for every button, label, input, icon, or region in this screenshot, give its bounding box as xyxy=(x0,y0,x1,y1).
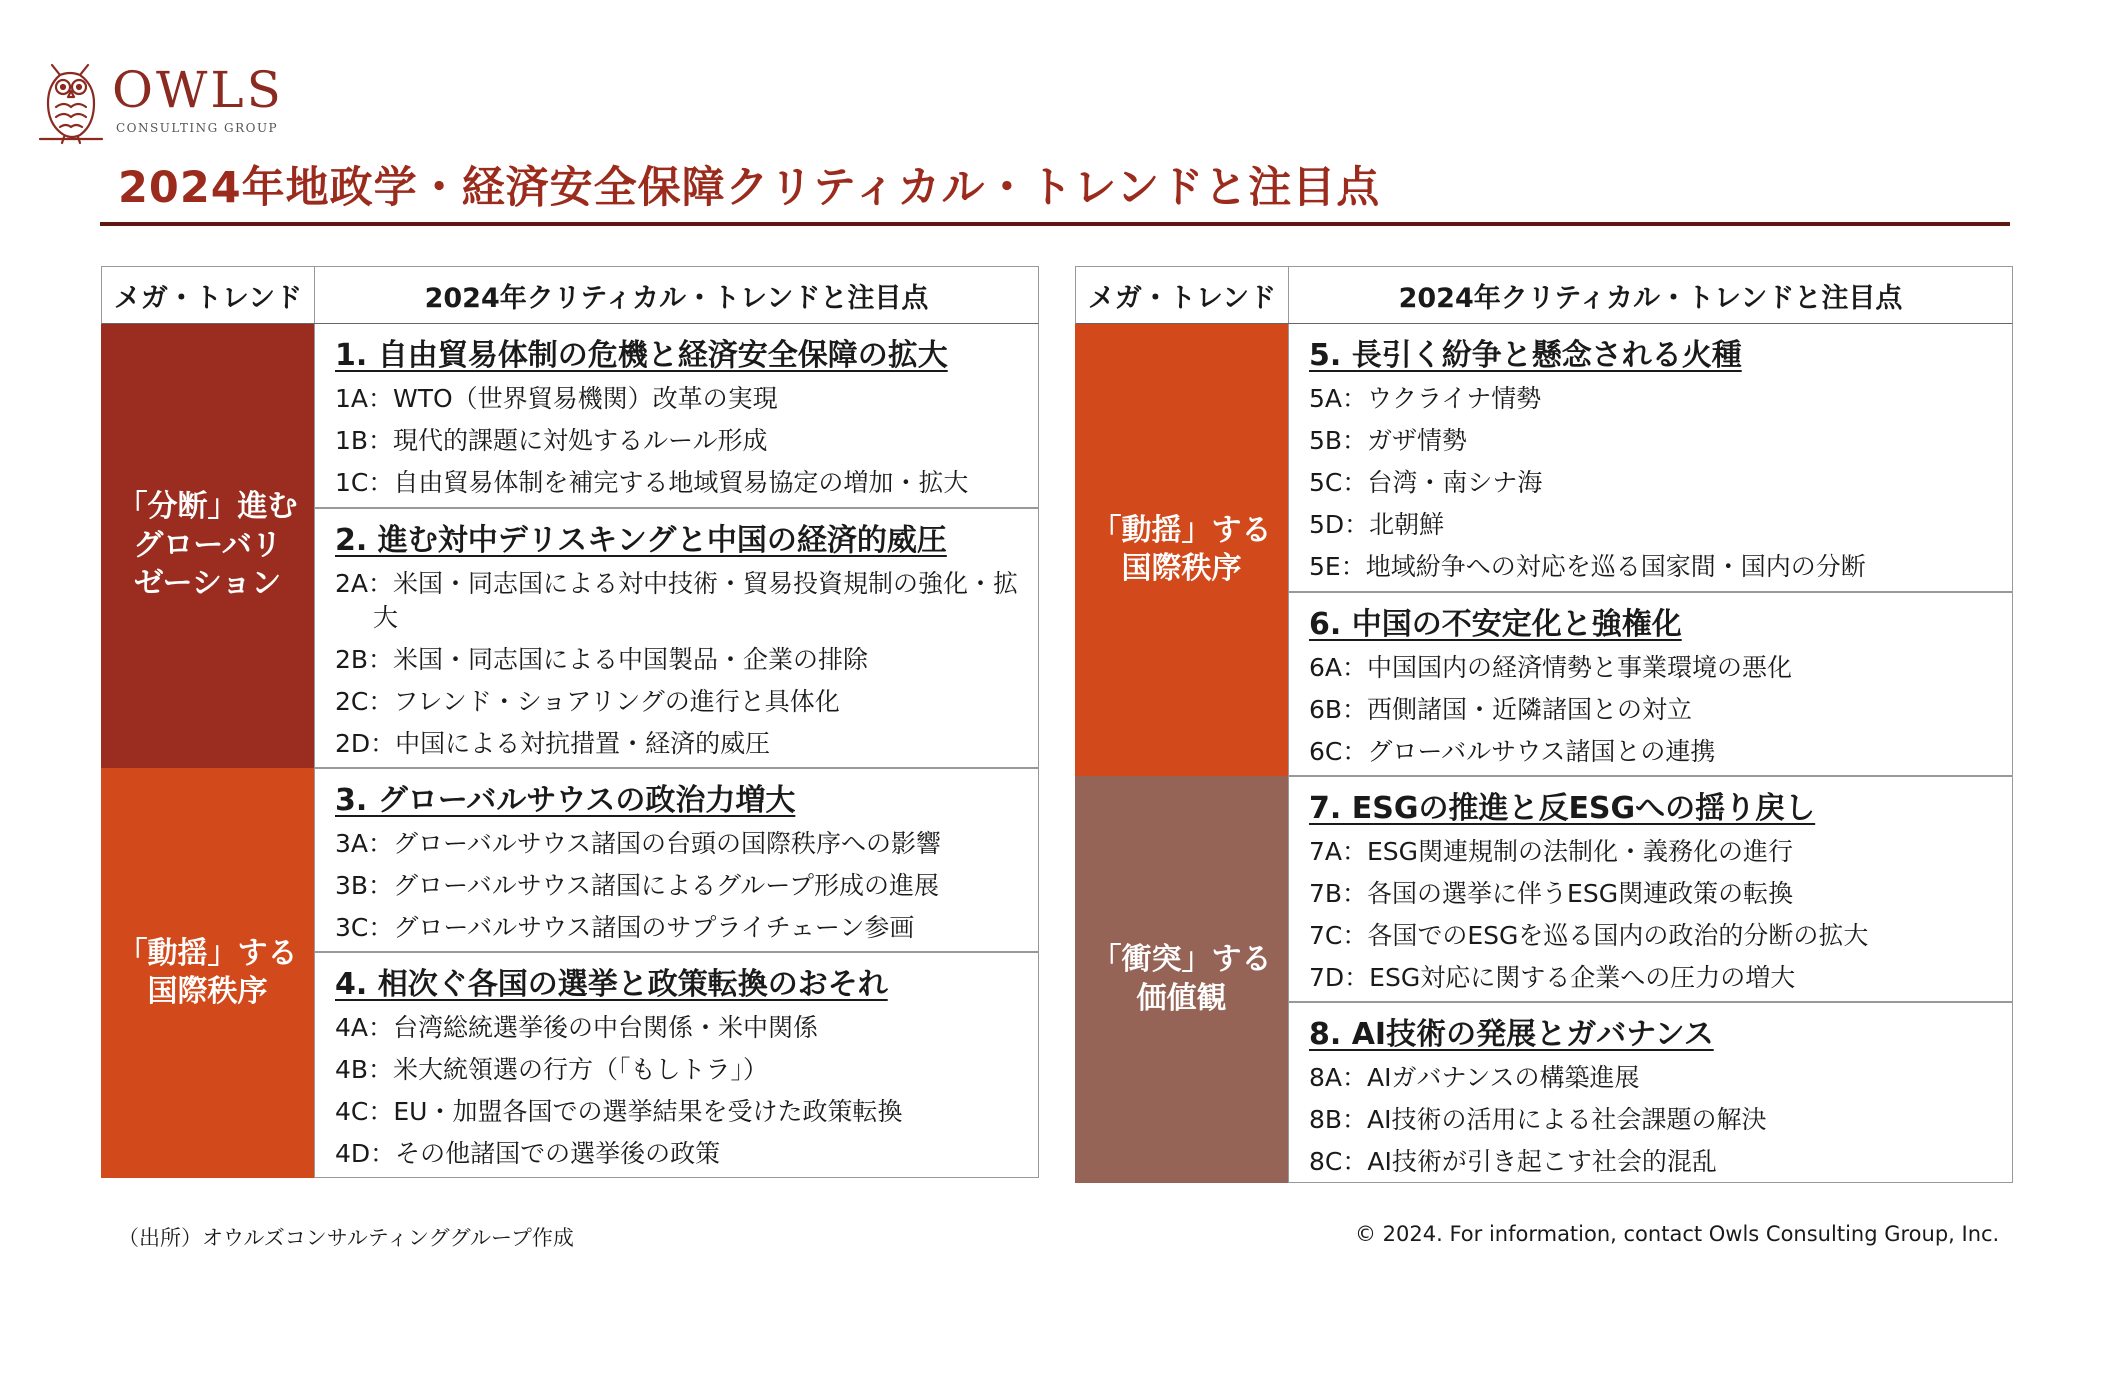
logo-name: OWLS xyxy=(112,61,284,119)
band-line: 「衝突」する xyxy=(1091,942,1272,978)
trend-item: 5D：北朝鮮 xyxy=(1309,510,1445,539)
header-critical-trend: 2024年クリティカル・トレンドと注目点 xyxy=(1398,282,1903,314)
trend-title: 5. 長引く紛争と懸念される火種 xyxy=(1309,338,1742,373)
trend-block-8 xyxy=(1288,1002,2013,1183)
trend-block-3 xyxy=(314,768,1039,952)
trend-block-6 xyxy=(1288,592,2013,776)
trend-block-1 xyxy=(314,324,1039,508)
band-line: 「分断」進む xyxy=(117,489,298,525)
trend-item: 7C：各国でのESGを巡る国内の政治的分断の拡大 xyxy=(1309,921,1869,950)
band-line: 国際秩序 xyxy=(147,974,268,1009)
header-mega-trend: メガ・トレンド xyxy=(102,267,315,323)
trend-item: 6B：西側諸国・近隣諸国との対立 xyxy=(1309,695,1693,724)
mega-trend-fragmentation xyxy=(101,324,314,768)
trend-item: 7A：ESG関連規制の法制化・義務化の進行 xyxy=(1309,837,1794,866)
trend-item: 5C：台湾・南シナ海 xyxy=(1309,468,1543,497)
trend-item: 2A：米国・同志国による対中技術・貿易投資規制の強化・拡大 xyxy=(335,569,1019,632)
trend-item: 5A：ウクライナ情勢 xyxy=(1309,384,1542,413)
trend-item: 5E：地域紛争への対応を巡る国家間・国内の分断 xyxy=(1309,552,1866,581)
trend-title: 7. ESGの推進と反ESGへの揺り戻し xyxy=(1309,791,1816,826)
trend-block-2 xyxy=(314,508,1039,768)
page-title: 2024年地政学・経済安全保障クリティカル・トレンドと注目点 xyxy=(118,163,1381,213)
mega-trend-order-shaken xyxy=(101,768,314,1178)
header-critical-trend: 2024年クリティカル・トレンドと注目点 xyxy=(424,282,929,314)
left-table xyxy=(101,266,1039,1178)
trend-item: 3C：グローバルサウス諸国のサプライチェーン参画 xyxy=(335,913,915,942)
trend-item: 1C：自由貿易体制を補完する地域貿易協定の増加・拡大 xyxy=(335,468,969,497)
trend-title: 1. 自由貿易体制の危機と経済安全保障の拡大 xyxy=(335,338,948,373)
header-mega-trend: メガ・トレンド xyxy=(1076,267,1289,323)
trend-item: 8C：AI技術が引き起こす社会的混乱 xyxy=(1309,1147,1717,1176)
title-divider xyxy=(100,222,2010,226)
table-header xyxy=(101,266,1039,324)
table-header xyxy=(1075,266,2013,324)
trend-title: 8. AI技術の発展とガバナンス xyxy=(1309,1017,1714,1052)
right-table xyxy=(1075,266,2013,1183)
trend-item: 4C：EU・加盟各国での選挙結果を受けた政策転換 xyxy=(335,1097,903,1126)
logo-subtitle: CONSULTING GROUP xyxy=(116,121,279,135)
trend-item: 3B：グローバルサウス諸国によるグループ形成の進展 xyxy=(335,871,940,900)
trend-block-7 xyxy=(1288,776,2013,1002)
trend-item: 6C：グローバルサウス諸国との連携 xyxy=(1309,737,1716,766)
trend-title: 2. 進む対中デリスキングと中国の経済的威圧 xyxy=(335,523,947,558)
trend-item: 2C：フレンド・ショアリングの進行と具体化 xyxy=(335,687,840,716)
band-line: 国際秩序 xyxy=(1121,551,1242,586)
trend-title: 6. 中国の不安定化と強権化 xyxy=(1309,607,1682,642)
mega-trend-order-shaken xyxy=(1075,324,1288,776)
company-logo xyxy=(30,55,290,145)
trend-item: 4D：その他諸国での選挙後の政策 xyxy=(335,1139,721,1168)
band-line: グローバリ xyxy=(133,527,282,563)
trend-item: 4B：米大統領選の行方（「もしトラ」） xyxy=(335,1055,769,1084)
trend-item: 5B：ガザ情勢 xyxy=(1309,426,1468,455)
trend-item: 1A：WTO（世界貿易機関）改革の実現 xyxy=(335,384,778,413)
band-line: ゼーション xyxy=(133,566,282,602)
owl-icon xyxy=(30,55,110,145)
trend-block-4 xyxy=(314,952,1039,1178)
trend-block-5 xyxy=(1288,324,2013,592)
trend-title: 4. 相次ぐ各国の選挙と政策転換のおそれ xyxy=(335,967,888,1002)
band-line: 価値観 xyxy=(1136,980,1227,1016)
trend-title: 3. グローバルサウスの政治力増大 xyxy=(335,783,796,818)
band-line: 「動揺」する xyxy=(1091,512,1272,548)
band-line: 「動揺」する xyxy=(117,935,298,971)
trend-item: 7B：各国の選挙に伴うESG関連政策の転換 xyxy=(1309,879,1794,908)
trend-item: 8A：AIガバナンスの構築進展 xyxy=(1309,1063,1640,1092)
trend-item: 2D：中国による対抗措置・経済的威圧 xyxy=(335,729,771,758)
trend-item: 8B：AI技術の活用による社会課題の解決 xyxy=(1309,1105,1767,1134)
trend-item: 3A：グローバルサウス諸国の台頭の国際秩序への影響 xyxy=(335,829,942,858)
trend-item: 1B：現代的課題に対処するルール形成 xyxy=(335,426,768,455)
trend-item: 7D：ESG対応に関する企業への圧力の増大 xyxy=(1309,963,1796,992)
mega-trend-values-clash xyxy=(1075,776,1288,1183)
trend-item: 2B：米国・同志国による中国製品・企業の排除 xyxy=(335,645,869,674)
trend-item: 4A：台湾総統選挙後の中台関係・米中関係 xyxy=(335,1013,819,1042)
source-note: （出所）オウルズコンサルティンググループ作成 xyxy=(118,1226,574,1250)
copyright-note: © 2024. For information, contact Owls Consulting Group, Inc. xyxy=(1355,1222,2000,1246)
trend-item: 6A：中国国内の経済情勢と事業環境の悪化 xyxy=(1309,653,1793,682)
